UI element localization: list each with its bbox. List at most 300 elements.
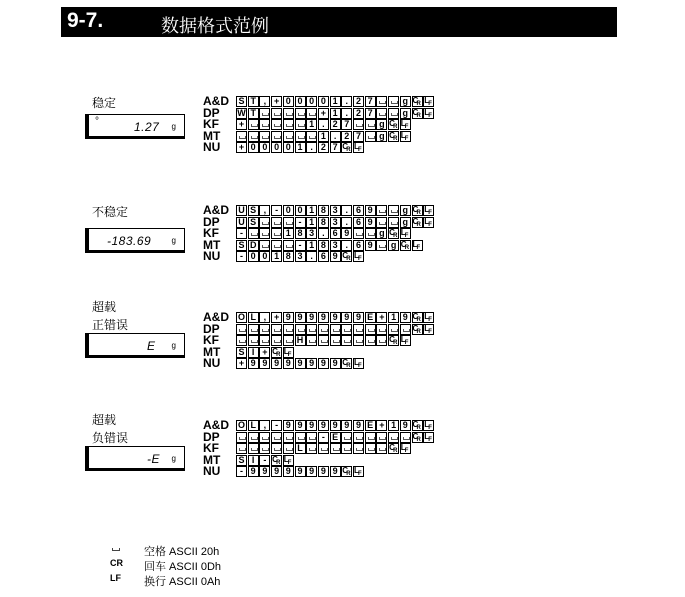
data-cell: 1: [330, 96, 341, 107]
space-cell: [259, 240, 270, 251]
space-icon: [274, 448, 281, 451]
data-cell: .: [341, 108, 352, 119]
control-char-letter: L: [424, 323, 430, 333]
control-char-letter: L: [354, 251, 359, 260]
data-cell: 1: [283, 228, 294, 239]
space-cell: [330, 335, 341, 346]
control-char-letter: R: [393, 233, 398, 239]
lf-cell: [353, 358, 364, 369]
data-cell: 9: [295, 420, 306, 431]
data-cell: -: [236, 228, 247, 239]
data-cell: D: [248, 240, 259, 251]
data-cell: 8: [318, 240, 329, 251]
space-icon: [391, 222, 398, 225]
space-cell: [376, 108, 387, 119]
space-icon: [368, 136, 375, 139]
format-name: A&D: [203, 94, 229, 108]
space-cell: [341, 324, 352, 335]
space-cell: [236, 335, 247, 346]
data-cell: I: [248, 347, 259, 358]
display-value: -E: [147, 452, 160, 466]
space-cell: [283, 119, 294, 130]
cr-cell: [412, 312, 423, 323]
space-cell: [283, 108, 294, 119]
control-char-letter: L: [283, 454, 289, 464]
control-char-letter: F: [287, 459, 292, 466]
data-cell: .: [318, 228, 329, 239]
lf-cell: [412, 240, 423, 251]
space-icon: [262, 340, 269, 343]
data-cell: 8: [318, 217, 329, 228]
data-cell: +: [376, 312, 387, 323]
data-cell: 9: [306, 358, 317, 369]
space-icon: [368, 448, 375, 451]
cr-cell: [341, 358, 352, 369]
control-char-letter: F: [404, 233, 409, 239]
space-icon: [251, 448, 258, 451]
section-title: 数据格式范例: [161, 16, 269, 37]
control-char-letter: F: [416, 244, 421, 251]
space-cell: [259, 228, 270, 239]
format-name: NU: [203, 249, 221, 263]
data-cell: -: [236, 251, 247, 262]
control-char-letter: C: [412, 96, 419, 105]
space-icon: [262, 245, 269, 248]
data-cell: .: [306, 142, 317, 153]
data-cell: -: [271, 420, 282, 431]
space-cell: [388, 96, 399, 107]
space-icon: [309, 136, 316, 139]
data-cell: 9: [283, 420, 294, 431]
space-icon: [356, 124, 363, 127]
lf-cell: [423, 324, 434, 335]
data-cell: 9: [353, 420, 364, 431]
control-char-letter: R: [346, 147, 351, 153]
space-icon: [379, 437, 386, 440]
cr-cell: [388, 119, 399, 130]
space-icon: [110, 543, 124, 555]
space-cell: [306, 131, 317, 142]
space-cell: [259, 217, 270, 228]
control-char-letter: F: [404, 340, 409, 346]
data-cell: +: [318, 108, 329, 119]
control-char-letter: F: [428, 425, 432, 431]
space-icon: [298, 437, 305, 440]
data-cell: 6: [318, 251, 329, 262]
data-cell: 3: [330, 240, 341, 251]
data-cell: 0: [248, 251, 259, 262]
section-label: 不稳定: [92, 205, 129, 219]
control-char-letter: F: [358, 147, 362, 153]
weight-display: [85, 446, 185, 471]
data-cell: 1: [306, 240, 317, 251]
space-cell: [376, 240, 387, 251]
data-cell: 9: [341, 312, 352, 323]
data-cell: 2: [341, 131, 352, 142]
control-char-letter: R: [416, 221, 421, 228]
space-icon: [286, 437, 293, 440]
data-cell: g: [400, 217, 411, 228]
data-cell: -: [236, 466, 247, 477]
space-icon: [379, 113, 386, 116]
data-cell: -: [295, 240, 306, 251]
space-cell: [248, 335, 259, 346]
control-char-letter: L: [354, 466, 359, 475]
display-unit: g: [171, 236, 176, 245]
data-cell: 9: [295, 466, 306, 477]
data-cell: 9: [365, 205, 376, 216]
data-cell: 9: [341, 420, 352, 431]
space-icon: [239, 437, 246, 440]
data-cell: S: [248, 205, 259, 216]
data-cell: g: [376, 228, 387, 239]
space-cell: [271, 443, 282, 454]
data-cell: 7: [365, 96, 376, 107]
cr-cell: [388, 443, 399, 454]
data-cell: 0: [259, 251, 270, 262]
data-cell: 8: [295, 228, 306, 239]
data-cell: 1: [388, 420, 399, 431]
display-value: 1.27: [134, 120, 160, 134]
format-name: DP: [203, 429, 220, 444]
data-cell: -: [271, 205, 282, 216]
space-icon: [274, 245, 281, 248]
lf-cell: [423, 312, 434, 323]
data-cell: 6: [353, 240, 364, 251]
data-cell: 9: [365, 240, 376, 251]
space-cell: [306, 443, 317, 454]
stable-mark-icon: °: [95, 116, 99, 127]
space-icon: [333, 329, 340, 332]
space-icon: [274, 233, 281, 236]
data-cell: I: [248, 455, 259, 466]
data-cell: 1: [306, 119, 317, 130]
format-name: MT: [203, 128, 221, 143]
control-char-letter: F: [428, 436, 432, 443]
space-icon: [239, 136, 246, 139]
format-name: DP: [203, 214, 220, 229]
data-cell: 9: [330, 251, 341, 262]
control-char-letter: L: [283, 346, 289, 356]
control-char-letter: F: [287, 351, 292, 358]
section-label: 正错误: [92, 318, 129, 332]
space-cell: [295, 131, 306, 142]
cr-cell: [388, 131, 399, 142]
space-cell: [248, 443, 259, 454]
space-icon: [379, 448, 386, 451]
cr-cell: [412, 324, 423, 335]
section-label: 稳定: [92, 96, 117, 110]
space-icon: [274, 340, 281, 343]
data-cell: 1: [388, 312, 399, 323]
space-cell: [271, 324, 282, 335]
cr-cell: [412, 108, 423, 119]
space-icon: [309, 448, 316, 451]
space-cell: [388, 324, 399, 335]
space-cell: [376, 96, 387, 107]
space-icon: [298, 329, 305, 332]
data-cell: S: [236, 240, 247, 251]
space-cell: [376, 443, 387, 454]
control-char-letter: R: [416, 328, 421, 335]
data-cell: 0: [283, 96, 294, 107]
control-char-letter: R: [276, 459, 281, 466]
format-name: DP: [203, 321, 220, 336]
data-cell: g: [376, 119, 387, 130]
control-char-letter: F: [358, 256, 362, 262]
data-cell: 0: [295, 96, 306, 107]
space-icon: [391, 437, 398, 440]
space-cell: [353, 228, 364, 239]
space-cell: [306, 432, 317, 443]
space-cell: [376, 335, 387, 346]
data-cell: 0: [318, 96, 329, 107]
section-number: 9-7.: [67, 9, 104, 32]
space-icon: [403, 437, 410, 440]
space-icon: [344, 437, 351, 440]
space-cell: [259, 119, 270, 130]
control-char-letter: F: [358, 471, 362, 477]
space-cell: [365, 432, 376, 443]
space-icon: [309, 113, 316, 116]
control-char-letter: R: [393, 135, 398, 142]
format-name: MT: [203, 237, 221, 252]
space-icon: [239, 448, 246, 451]
control-char-letter: C: [272, 454, 278, 464]
space-icon: [356, 233, 363, 236]
weight-display: [85, 333, 185, 358]
space-cell: [400, 432, 411, 443]
space-cell: [365, 119, 376, 130]
control-char-letter: F: [428, 221, 432, 228]
data-cell: g: [400, 205, 411, 216]
control-char-letter: C: [342, 466, 349, 475]
data-cell: ,: [259, 420, 270, 431]
control-char-letter: C: [389, 119, 395, 128]
space-icon: [262, 222, 269, 225]
section-label: 超载: [92, 413, 117, 427]
control-char-letter: F: [428, 317, 432, 323]
data-cell: 2: [353, 108, 364, 119]
data-cell: E: [365, 312, 376, 323]
lf-cell: [353, 466, 364, 477]
format-name: KF: [203, 441, 219, 455]
legend-text: 空格 ASCII 20h: [144, 546, 220, 558]
space-cell: [283, 324, 294, 335]
space-icon: [262, 437, 269, 440]
control-char-letter: C: [389, 228, 395, 237]
space-icon: [251, 136, 258, 139]
control-char-letter: L: [424, 216, 430, 226]
data-cell: 9: [330, 420, 341, 431]
data-cell: 0: [259, 142, 270, 153]
space-icon: [262, 113, 269, 116]
lf-cell: [400, 228, 411, 239]
control-char-letter: F: [428, 328, 432, 335]
space-icon: [368, 329, 375, 332]
space-cell: [271, 108, 282, 119]
data-cell: 9: [295, 312, 306, 323]
data-cell: 9: [248, 358, 259, 369]
space-icon: [344, 448, 351, 451]
control-char-letter: C: [412, 107, 419, 117]
data-cell: S: [236, 347, 247, 358]
control-char-letter: R: [416, 317, 421, 323]
space-icon: [286, 245, 293, 248]
space-icon: [286, 222, 293, 225]
space-icon: [274, 437, 281, 440]
control-char-letter: C: [412, 323, 419, 333]
space-cell: [259, 432, 270, 443]
data-cell: +: [259, 347, 270, 358]
format-name: A&D: [203, 203, 229, 217]
data-cell: 2: [330, 119, 341, 130]
data-cell: -: [259, 455, 270, 466]
space-cell: [283, 131, 294, 142]
format-name: NU: [203, 356, 221, 370]
section-header: [61, 7, 617, 37]
space-icon: [321, 329, 328, 332]
space-icon: [298, 136, 305, 139]
data-cell: E: [330, 432, 341, 443]
format-name: A&D: [203, 310, 229, 324]
space-icon: [403, 329, 410, 332]
lf-cell: [353, 251, 364, 262]
data-cell: L: [295, 443, 306, 454]
space-icon: [286, 448, 293, 451]
space-cell: [365, 443, 376, 454]
data-cell: 1: [295, 142, 306, 153]
lf-cell: [423, 432, 434, 443]
control-char-letter: L: [424, 312, 430, 321]
data-cell: 9: [365, 217, 376, 228]
space-icon: [368, 233, 375, 236]
space-icon: [356, 329, 363, 332]
space-icon: [391, 210, 398, 213]
control-char-letter: F: [404, 135, 409, 142]
control-char-letter: L: [354, 358, 359, 367]
cr-cell: [412, 420, 423, 431]
space-icon: [333, 448, 340, 451]
data-cell: 9: [330, 466, 341, 477]
space-icon: [344, 340, 351, 343]
space-cell: [306, 324, 317, 335]
space-icon: [251, 340, 258, 343]
data-cell: .: [341, 96, 352, 107]
data-cell: ,: [259, 96, 270, 107]
data-cell: ,: [259, 312, 270, 323]
data-cell: 9: [306, 466, 317, 477]
data-cell: 9: [271, 358, 282, 369]
data-cell: U: [236, 217, 247, 228]
cr-cell: [388, 335, 399, 346]
space-cell: [365, 228, 376, 239]
data-cell: S: [248, 217, 259, 228]
data-cell: 7: [365, 108, 376, 119]
space-cell: [248, 119, 259, 130]
control-char-letter: R: [416, 112, 421, 119]
control-char-letter: C: [400, 239, 407, 249]
space-cell: [236, 432, 247, 443]
space-icon: [286, 136, 293, 139]
space-icon: [262, 448, 269, 451]
data-cell: +: [271, 96, 282, 107]
control-char-letter: R: [416, 436, 421, 443]
data-cell: 9: [306, 312, 317, 323]
space-cell: [376, 324, 387, 335]
space-cell: [248, 324, 259, 335]
data-cell: 0: [306, 96, 317, 107]
control-char-letter: L: [424, 205, 430, 214]
data-cell: 7: [341, 119, 352, 130]
cr-cell: [400, 240, 411, 251]
format-name: A&D: [203, 418, 229, 432]
control-char-letter: C: [412, 420, 419, 429]
space-cell: [283, 217, 294, 228]
space-icon: [309, 340, 316, 343]
control-char-letter: F: [358, 363, 362, 369]
space-cell: [283, 335, 294, 346]
data-cell: .: [318, 119, 329, 130]
space-cell: [271, 119, 282, 130]
space-cell: [295, 119, 306, 130]
control-char-letter: C: [342, 142, 349, 151]
data-cell: .: [306, 251, 317, 262]
space-cell: [353, 119, 364, 130]
space-icon: [262, 124, 269, 127]
space-cell: [259, 335, 270, 346]
data-cell: T: [248, 96, 259, 107]
lf-cell: [423, 205, 434, 216]
display-unit: g: [171, 122, 176, 131]
data-cell: L: [248, 420, 259, 431]
control-char-letter: R: [393, 340, 398, 346]
space-cell: [236, 324, 247, 335]
data-cell: 9: [400, 420, 411, 431]
control-char-letter: R: [346, 363, 351, 369]
data-cell: ,: [259, 205, 270, 216]
data-cell: g: [376, 131, 387, 142]
lf-cell: [353, 142, 364, 153]
space-icon: [344, 329, 351, 332]
format-name: DP: [203, 105, 220, 120]
data-cell: 0: [248, 142, 259, 153]
space-cell: [353, 335, 364, 346]
data-cell: E: [365, 420, 376, 431]
data-cell: 9: [259, 358, 270, 369]
space-icon: [368, 437, 375, 440]
format-name: MT: [203, 452, 221, 467]
space-cell: [330, 443, 341, 454]
data-cell: 9: [318, 466, 329, 477]
space-icon: [286, 113, 293, 116]
data-cell: 0: [271, 142, 282, 153]
space-cell: [248, 131, 259, 142]
space-cell: [236, 131, 247, 142]
data-cell: 1: [318, 131, 329, 142]
cr-cell: [412, 217, 423, 228]
data-cell: 9: [330, 312, 341, 323]
format-name: MT: [203, 344, 221, 359]
space-icon: [239, 329, 246, 332]
space-icon: [286, 340, 293, 343]
data-cell: 0: [283, 142, 294, 153]
control-char-letter: C: [342, 358, 349, 367]
cr-cell: [341, 251, 352, 262]
space-icon: [379, 329, 386, 332]
space-icon: [379, 101, 386, 104]
space-icon: [274, 124, 281, 127]
